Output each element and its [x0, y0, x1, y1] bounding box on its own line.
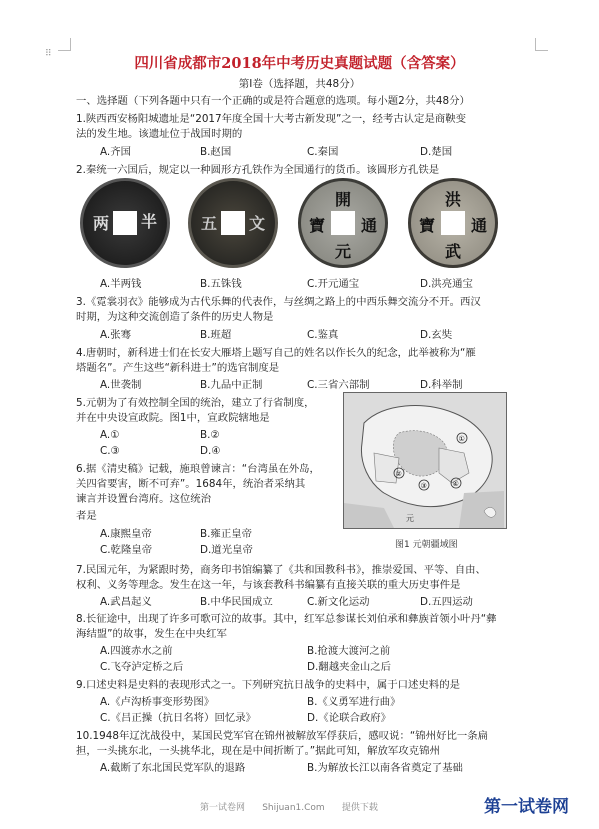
map-label: 元: [406, 514, 414, 523]
page-corner-mark: [535, 38, 548, 51]
option-d: D.④: [200, 445, 221, 457]
page-corner-mark: [58, 38, 71, 51]
option-c: C.乾隆皇帝: [100, 544, 153, 556]
part-heading: 第Ⅰ卷（选择题，共48分）: [238, 78, 361, 90]
section-instructions: 一、选择题（下列各题中只有一个正确的或是符合题意的选项。每小题2分，共48分）: [76, 95, 470, 107]
option-b: B.雍正皇帝: [200, 528, 252, 540]
option-a: A.世袭制: [100, 379, 142, 391]
question-1-text: 1.陕西西安杨阳城遗址是“2017年度全国十大考古新发现”之一，经考古认定是商鞅变: [76, 113, 467, 125]
coin-hongwu-image: [408, 178, 498, 268]
option-b: B.《义勇军进行曲》: [307, 696, 401, 708]
option-d: D.楚国: [420, 146, 453, 158]
coin-glyph: 洪: [445, 190, 462, 209]
question-10-text: 担，一头挑东北，一头挑华北，现在是中间折断了。”据此可知，解放军攻克锦州: [76, 745, 440, 757]
coin-glyph: 開: [335, 190, 352, 209]
footer-site-name: 第一试卷网: [200, 803, 246, 813]
map-caption: 图1 元朝疆域图: [395, 540, 458, 550]
option-b: B.抢渡大渡河之前: [307, 645, 391, 657]
footer-url[interactable]: Shijuan1.Com: [262, 803, 325, 813]
yuan-dynasty-map: [343, 392, 507, 529]
map-marker-4: ④: [452, 480, 459, 488]
option-b: B.赵国: [200, 146, 232, 158]
option-a: A.齐国: [100, 146, 132, 158]
option-c: C.鉴真: [307, 329, 339, 341]
brand-logo: 第一试卷网: [484, 797, 569, 817]
option-c: C.飞夺泸定桥之后: [100, 661, 184, 673]
option-a: A.①: [100, 429, 120, 441]
option-d: D.洪亮通宝: [420, 278, 473, 290]
coin-glyph: 文: [249, 214, 266, 233]
coin-glyph: 通: [471, 216, 488, 235]
coin-glyph: 半: [141, 212, 158, 231]
question-6-text: 6.据《清史稿》记载，施琅曾谏言：“台湾虽在外岛，: [76, 463, 320, 475]
document-title: 四川省成都市2018年中考历史真题试题（含答案）: [134, 55, 465, 72]
map-marker-2: ②: [395, 470, 402, 478]
coin-glyph: 通: [361, 216, 378, 235]
question-2-text: 2.秦统一六国后，规定以一种圆形方孔铁作为全国通行的货币。该圆形方孔铁是: [76, 164, 440, 176]
coin-glyph: 寶: [309, 216, 326, 235]
coin-glyph: 元: [335, 242, 352, 261]
question-4-text: 塔题名”。产生这些“新科进士”的选官制度是: [76, 362, 280, 374]
question-5-text: 并在中央设宣政院。图1中，宣政院辖地是: [76, 412, 270, 424]
map-marker-3: ③: [420, 482, 427, 490]
option-a: A.康熙皇帝: [100, 528, 152, 540]
option-a: A.张骞: [100, 329, 132, 341]
option-d: D.道光皇帝: [200, 544, 253, 556]
drag-handle-icon[interactable]: ⠿: [45, 49, 54, 59]
question-6-text: 谏言并设置台湾府。这位统治: [76, 493, 212, 505]
option-c: C.《吕正操（抗日名将）回忆录》: [100, 712, 257, 724]
question-3-text: 3.《霓裳羽衣》能够成为古代乐舞的代表作，与丝绸之路上的中西乐舞交流分不开。西汉: [76, 296, 481, 308]
option-c: C.③: [100, 445, 120, 457]
option-d: D.科举制: [420, 379, 463, 391]
question-10-text: 10.1948年辽沈战役中，某国民党军官在锦州被解放军俘获后，感叹说：“锦州好比一条扁: [76, 730, 489, 742]
option-a: A.截断了东北国民党军队的退路: [100, 762, 246, 774]
question-7-text: 7.民国元年，为紧跟时势，商务印书馆编纂了《共和国教科书》，推崇爱国、平等、自由、: [76, 564, 486, 576]
page-footer: [200, 800, 378, 813]
option-d: D.五四运动: [420, 596, 473, 608]
question-4-text: 4.唐朝时，新科进士们在长安大雁塔上题写自己的姓名以作长久的纪念，此举被称为“雁: [76, 347, 476, 359]
option-d: D.《论联合政府》: [307, 712, 392, 724]
question-6-text: 者是: [76, 510, 97, 522]
coin-glyph: 五: [201, 214, 218, 233]
option-b: B.班超: [200, 329, 232, 341]
coin-images: [78, 178, 498, 264]
option-a: A.《卢沟桥事变形势图》: [100, 696, 215, 708]
coin-glyph: 寶: [419, 216, 436, 235]
question-1-text: 法的发生地。该遗址位于战国时期的: [76, 128, 243, 140]
question-5-text: 5.元朝为了有效控制全国的统治，建立了行省制度，: [76, 397, 315, 409]
coin-wuzhu-image: [188, 178, 278, 268]
option-c: C.三省六部制: [307, 379, 370, 391]
question-6-text: 关四省要害，断不可弃”。1684年，统治者采纳其: [76, 478, 306, 490]
question-7-text: 权利、义务等理念。发生在这一年，与该套教科书编纂有直接关联的重大历史事件是: [76, 579, 461, 591]
option-b: B.②: [200, 429, 220, 441]
coin-glyph: 两: [93, 214, 110, 233]
option-d: D.翻越夹金山之后: [307, 661, 392, 673]
map-marker-1: ①: [458, 435, 465, 443]
coin-glyph: 武: [445, 242, 462, 261]
question-8-text: 8.长征途中，出现了许多可歌可泣的故事。其中，红军总参谋长刘伯承和彝族首领小叶丹“彝: [76, 613, 497, 625]
question-9-text: 9.口述史料是史料的表现形式之一。下列研究抗日战争的史料中，属于口述史料的是: [76, 679, 460, 691]
option-b: B.为解放长江以南各省奠定了基础: [307, 762, 463, 774]
question-3-text: 时期，为这种交流创造了条件的历史人物是: [76, 311, 274, 323]
option-c: C.新文化运动: [307, 596, 370, 608]
option-b: B.九品中正制: [200, 379, 263, 391]
footer-provides: 提供下载: [341, 803, 378, 813]
coin-kaiyuan-image: [298, 178, 388, 268]
option-c: C.秦国: [307, 146, 339, 158]
option-a: A.四渡赤水之前: [100, 645, 173, 657]
coin-banliang-image: [80, 178, 170, 268]
option-a: A.武昌起义: [100, 596, 152, 608]
map-drawing: [344, 393, 506, 528]
option-b: B.五铢钱: [200, 278, 242, 290]
option-a: A.半两钱: [100, 278, 142, 290]
option-c: C.开元通宝: [307, 278, 360, 290]
option-d: D.玄奘: [420, 329, 453, 341]
question-8-text: 海结盟”的故事，发生在中央红军: [76, 628, 227, 640]
option-b: B.中华民国成立: [200, 596, 273, 608]
